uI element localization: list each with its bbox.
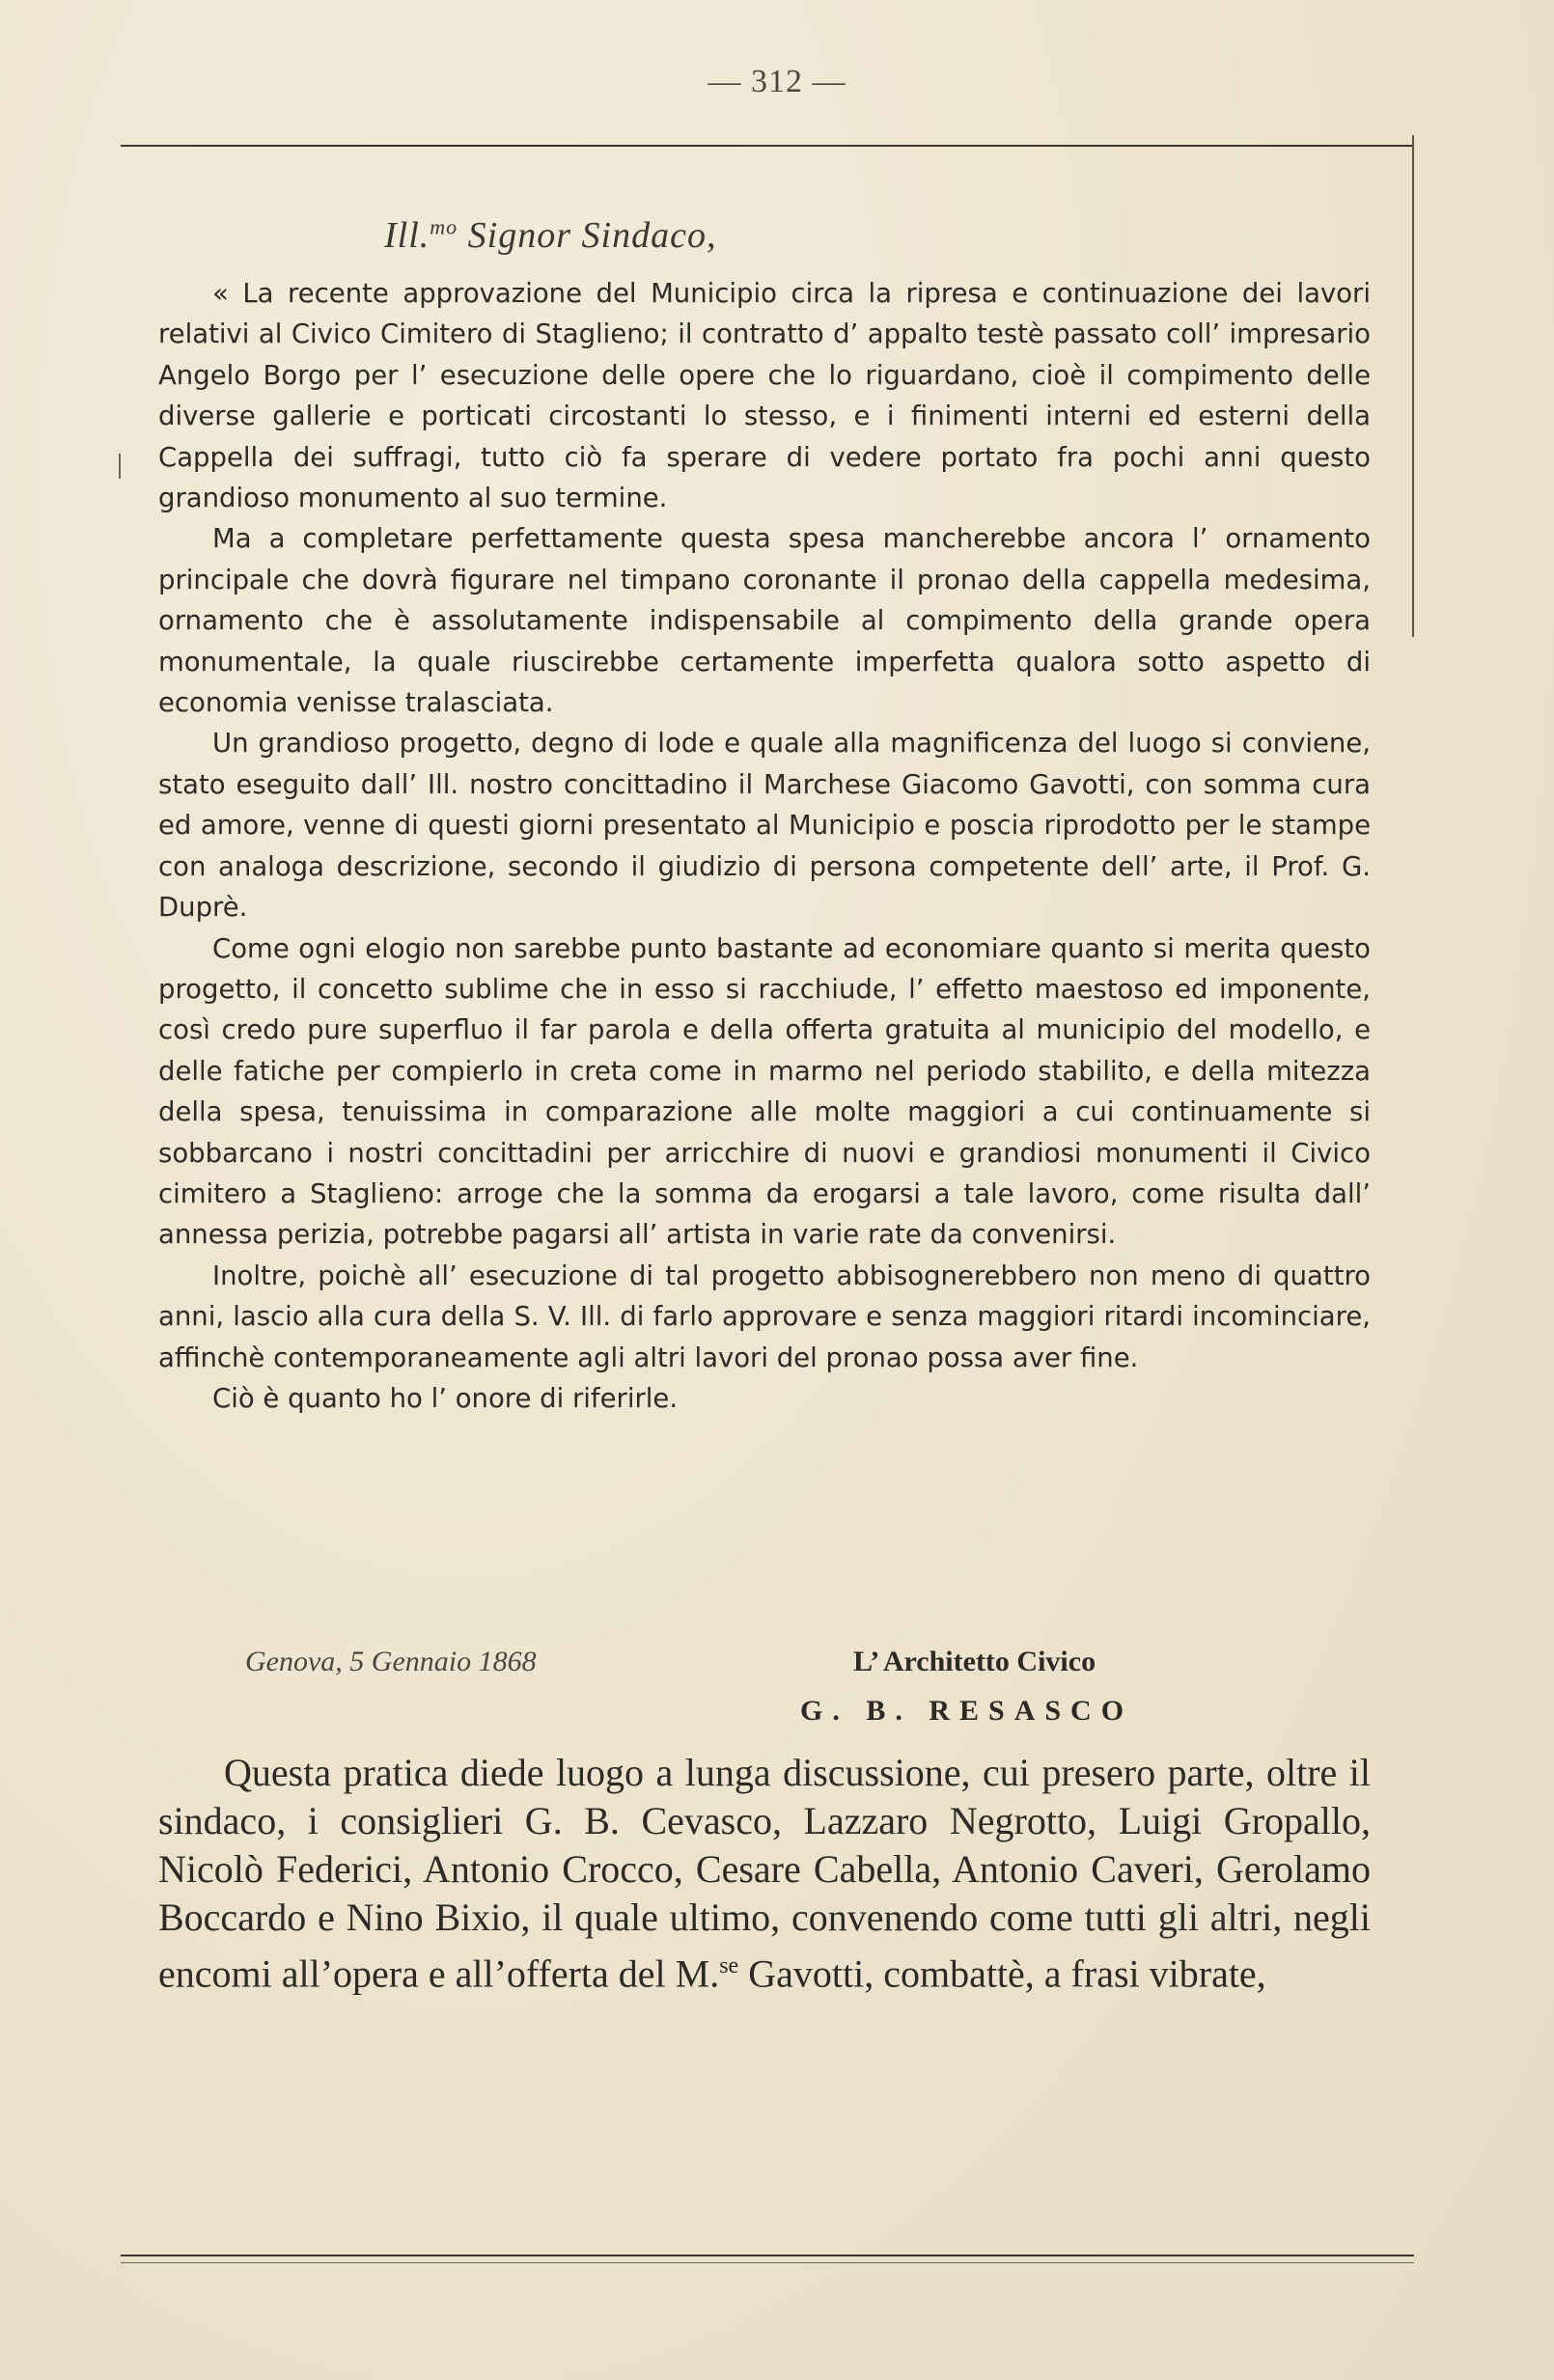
narrative-paragraph <box>158 1749 1371 1998</box>
bottom-rule-thin <box>121 2262 1414 2263</box>
left-margin-mark <box>119 454 121 479</box>
letter-paragraph: Un grandioso progetto, degno di lode e quale alla magnificenza del luogo si conviene, stato eseguito dall’ Ill. nostro concittadino il Marchese Giacomo Gavotti, con somma cura ed amore, venne di questi giorni presentato al Municipio e poscia riprodotto per le stampe con analoga descrizione, secondo il giudizio di persona competente dell’ arte, il Prof. G. Duprè. <box>158 728 1371 924</box>
narrative-text: Questa pratica diede luogo a lunga discussione, cui presero parte, oltre il sindaco, i consiglieri G. B. Cevasco, Lazzaro Negrotto, Luigi Gropallo, Nicolò Federici, Antonio Crocco, Cesare Cabella, Antonio Caveri, Gerolamo Boccardo e Nino Bixio, il quale ultimo, convenendo come tutti gli altri, negli encomi all’opera e all’offerta del M. <box>158 1751 1371 1996</box>
letter-signature <box>158 1646 1371 1742</box>
narrative-superscript: se <box>719 1953 739 1979</box>
letter-paragraph: Come ogni elogio non sarebbe punto bastante ad economiare quanto si merita questo progetto, il concetto sublime che in esso si racchiude, l’ effetto maestoso ed imponente, così credo pure superfluo il far parola e della offerta gratuita al municipio del modello, e delle fatiche per compierlo in creta come in marmo nel periodo stabilito, e della mitezza della spesa, tenuissima in comparazione alle molte maggiori a cui continuamente si sobbarcano i nostri concittadini per arricchire di nuovi e grandiosi monumenti il Civico cimitero a Staglieno: arroge che la somma da erogarsi a tale lavoro, come risulta dall’ annessa perizia, potrebbe pagarsi all’ artista in varie rate da convenirsi. <box>158 932 1371 1251</box>
narrative-text-end: Gavotti, combattè, a frasi vibrate, <box>738 1951 1266 1996</box>
letter-salutation <box>384 214 716 257</box>
letter-paragraph: Ciò è quanto ho l’ onore di riferirle. <box>212 1382 679 1414</box>
letter-body <box>158 273 1371 1419</box>
salutation-rest: Signor Sindaco, <box>458 215 717 256</box>
signature-place-date: Genova, 5 Gennaio 1868 <box>245 1646 537 1677</box>
page-number: — 312 — <box>708 64 846 99</box>
signature-title: L’ Architetto Civico <box>853 1646 1096 1677</box>
bottom-rule <box>121 2255 1414 2256</box>
signature-name: G. B. RESASCO <box>800 1695 1134 1727</box>
letter-paragraph: « La recente approvazione del Municipio circa la ripresa e continuazione dei lavori relativi al Civico Cimitero di Staglieno; il contratto d’ appalto testè passato coll’ impresario Angelo Borgo per l’ esecuzione delle opere che lo riguardano, cioè il compimento delle diverse gallerie e porticati circostanti lo stesso, e i finimenti interni ed esterni della Cappella dei suffragi, tutto ciò fa sperare di vedere portato fra pochi anni questo grandioso monumento al suo termine. <box>158 278 1371 514</box>
right-margin-rule <box>1412 135 1414 637</box>
salutation-prefix: Ill. <box>384 215 430 256</box>
salutation-superscript: mo <box>430 214 458 239</box>
letter-paragraph: Ma a completare perfettamente questa spesa mancherebbe ancora l’ ornamento principale che dovrà figurare nel timpano coronante il pronao della cappella medesima, ornamento che è assolutamente indispensabile al compimento della grande opera monumentale, la quale riuscirebbe certamente imperfetta qualora sotto aspetto di economia venisse tralasciata. <box>158 523 1371 719</box>
top-rule <box>121 145 1414 147</box>
letter-paragraph: Inoltre, poichè all’ esecuzione di tal progetto abbisognerebbero non meno di quattro anni, lascio alla cura della S. V. Ill. di farlo approvare e senza maggiori ritardi incominciare, affinchè contemporaneamente agli altri lavori del pronao possa aver fine. <box>158 1259 1371 1373</box>
